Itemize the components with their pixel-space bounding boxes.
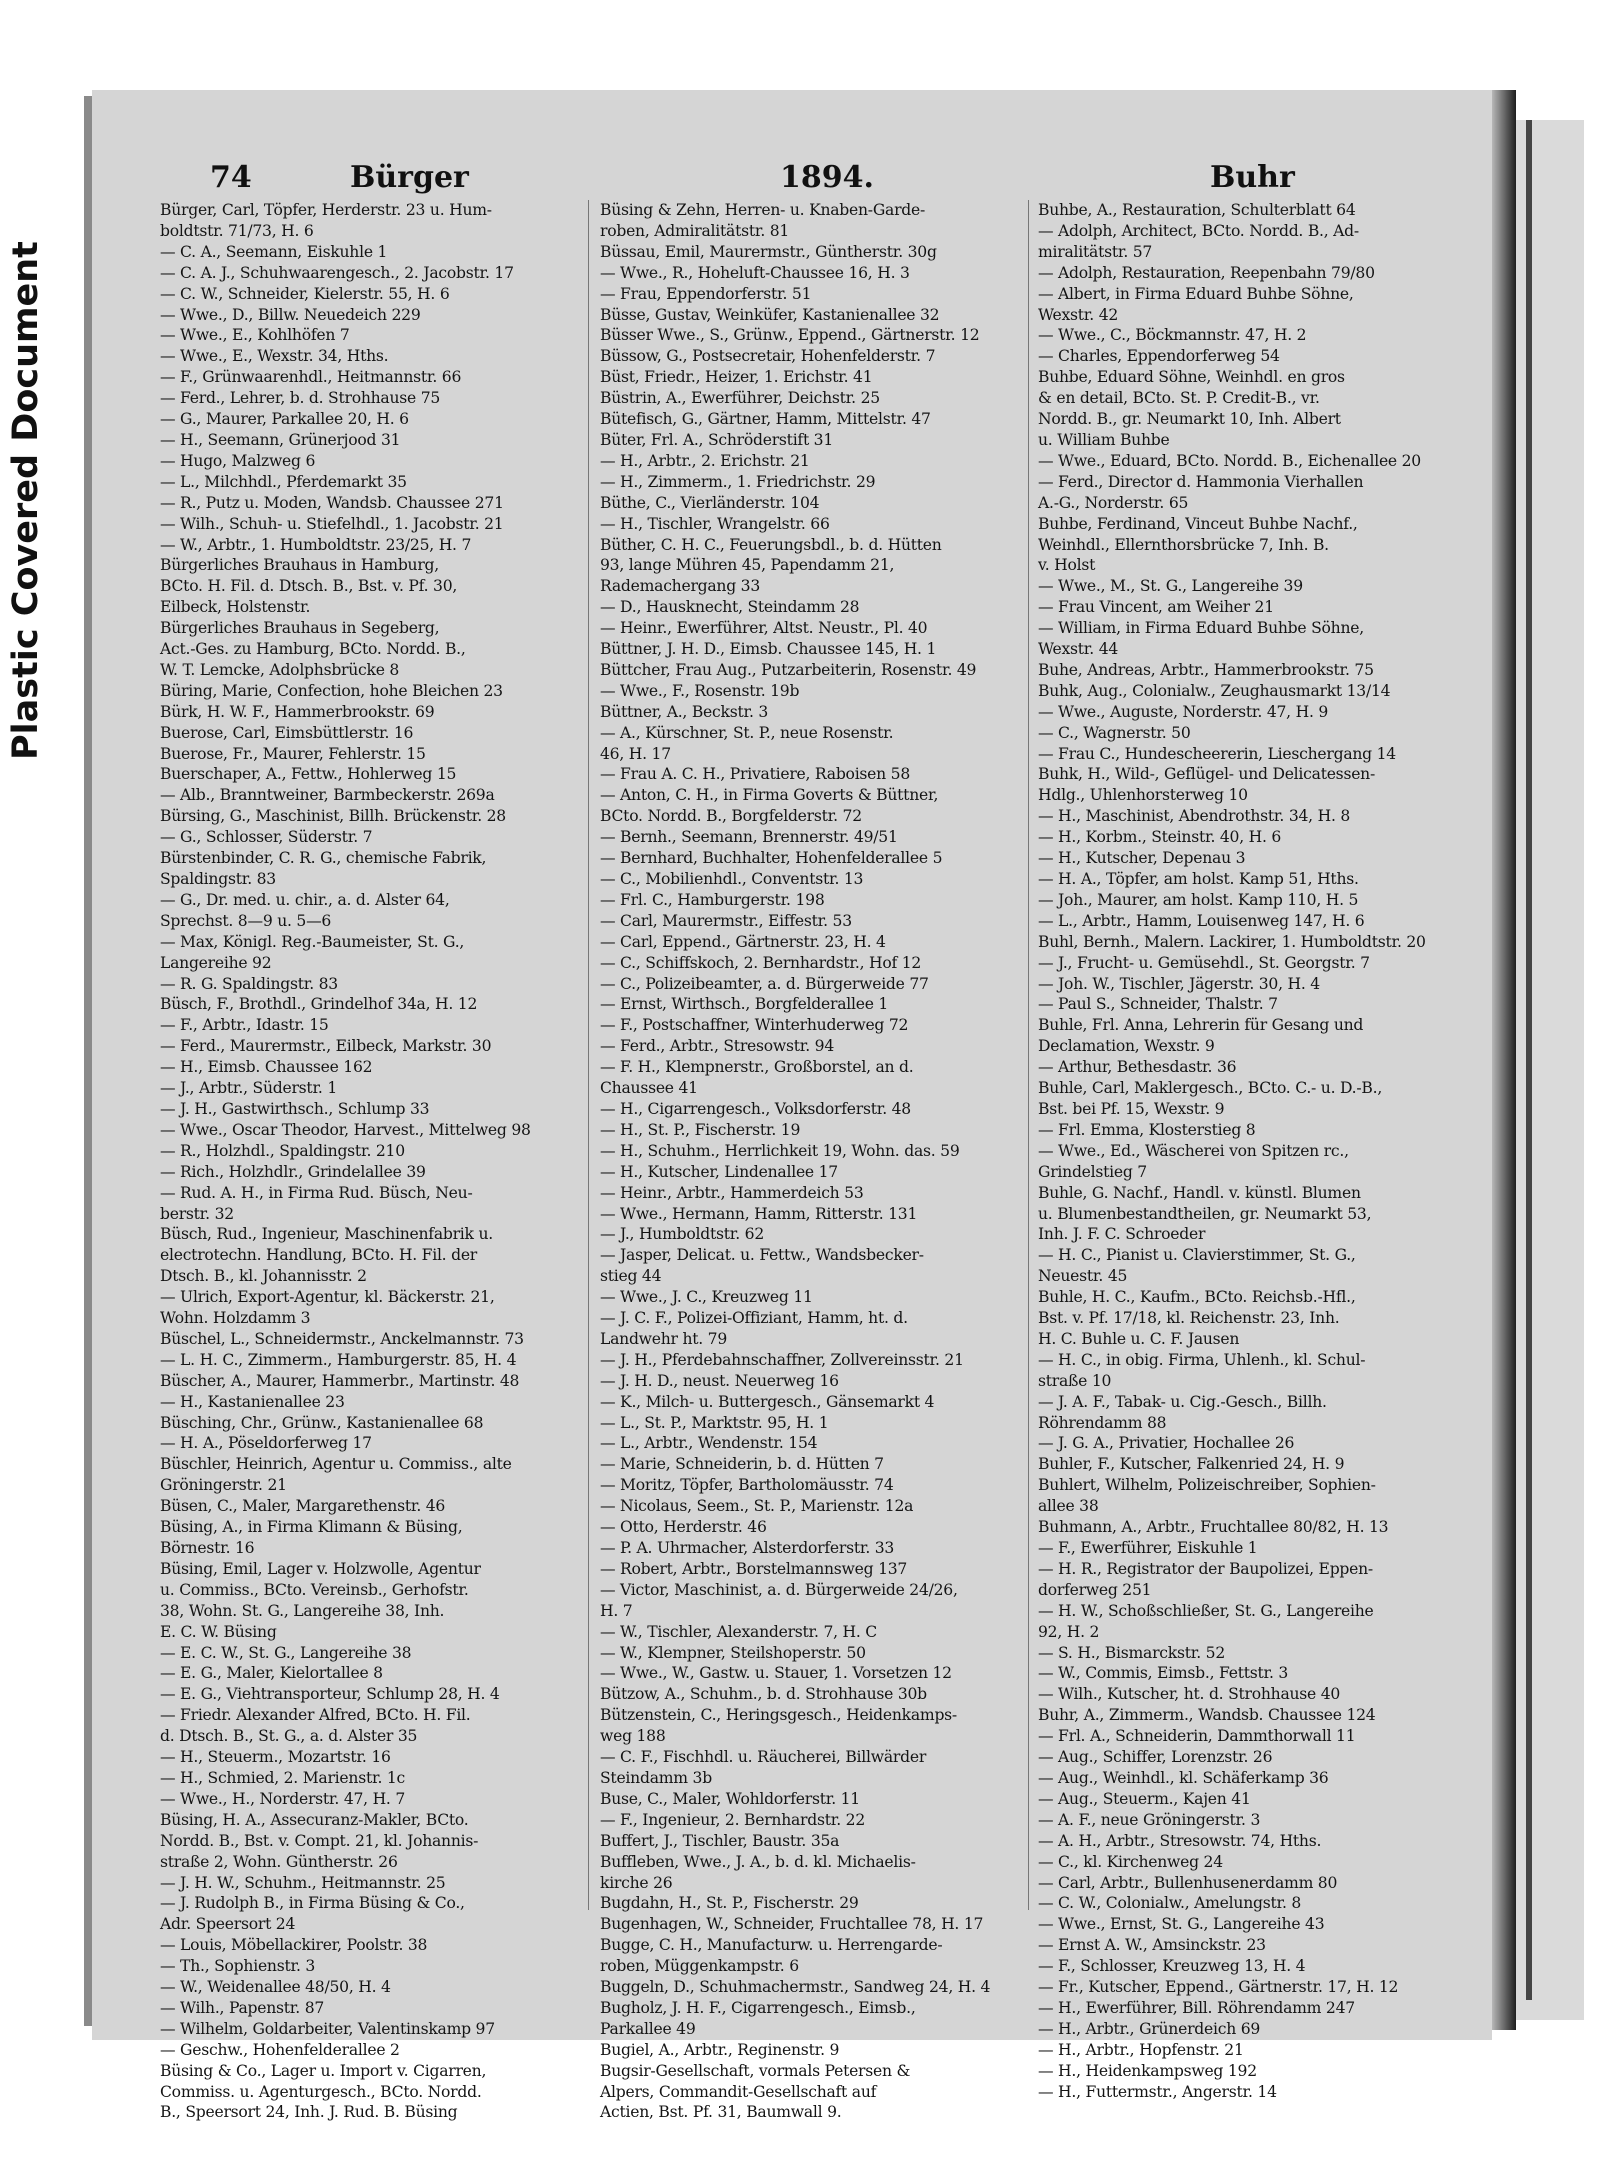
directory-entry: Büsen, C., Maler, Margarethenstr. 46: [160, 1497, 446, 1516]
directory-entry: — Geschw., Hohenfelderallee 2: [160, 2040, 400, 2059]
directory-entry: — H., St. P., Fischerstr. 19: [600, 1120, 801, 1139]
directory-entry: — J., Humboldtstr. 62: [600, 1225, 765, 1244]
directory-entry: Wexstr. 42: [1038, 305, 1119, 324]
directory-entry: Buhk, H., Wild-, Geflügel- und Delicatessen-: [1038, 765, 1375, 784]
directory-entry: — R., Putz u. Moden, Wandsb. Chaussee 271: [160, 493, 504, 512]
directory-entry: — H., Seemann, Grünerjood 31: [160, 430, 401, 449]
directory-entry: Adr. Speersort 24: [160, 1915, 296, 1934]
directory-entry: Declamation, Wexstr. 9: [1038, 1037, 1215, 1056]
directory-entry: — A., Kürschner, St. P., neue Rosenstr.: [600, 723, 894, 742]
directory-entry: — J. C. F., Polizei-Offiziant, Hamm, ht. d.: [600, 1309, 908, 1328]
running-head-year: 1894.: [780, 160, 874, 195]
directory-entry: Büssau, Emil, Maurermstr., Güntherstr. 30g: [600, 242, 937, 261]
directory-column-3: [1038, 200, 1468, 2101]
directory-entry: v. Holst: [1038, 556, 1096, 575]
directory-entry: Buffert, J., Tischler, Baustr. 35a: [600, 1831, 840, 1850]
directory-entry: Buhler, F., Kutscher, Falkenried 24, H. 9: [1038, 1455, 1345, 1474]
directory-entry: — J. H. W., Schuhm., Heitmannstr. 25: [160, 1873, 446, 1892]
directory-entry: — H., Zimmerm., 1. Friedrichstr. 29: [600, 472, 876, 491]
directory-entry: — P. A. Uhrmacher, Alsterdorferstr. 33: [600, 1539, 895, 1557]
directory-entry: — C. A., Seemann, Eiskuhle 1: [160, 242, 388, 261]
directory-entry: — Joh., Maurer, am holst. Kamp 110, H. 5: [1038, 890, 1359, 909]
directory-entry: 93, lange Mühren 45, Papendamm 21,: [600, 556, 895, 575]
directory-entry: — Frau C., Hundescheererin, Lieschergang 14: [1038, 744, 1396, 763]
directory-entry: Buhe, Andreas, Arbtr., Hammerbrookstr. 75: [1038, 660, 1374, 679]
directory-entry: Buhlert, Wilhelm, Polizeischreiber, Sophien-: [1038, 1476, 1376, 1495]
directory-entry: Grindelstieg 7: [1038, 1162, 1147, 1181]
directory-entry: allee 38: [1038, 1497, 1099, 1516]
directory-entry: Wohn. Holzdamm 3: [160, 1309, 311, 1328]
directory-entry: — Aug., Schiffer, Lorenzstr. 26: [1038, 1748, 1273, 1767]
running-head-left: Bürger: [350, 160, 469, 195]
directory-entry: — Th., Sophienstr. 3: [160, 1957, 316, 1976]
directory-entry: — Robert, Arbtr., Borstelmannsweg 137: [600, 1559, 908, 1578]
directory-entry: — Victor, Maschinist, a. d. Bürgerweide 24/26,: [600, 1580, 958, 1599]
directory-entry: — Carl, Arbtr., Bullenhusenerdamm 80: [1038, 1873, 1338, 1892]
directory-entry: Chaussee 41: [600, 1079, 698, 1098]
directory-entry: — Jasper, Delicat. u. Fettw., Wandsbecker-: [600, 1246, 924, 1265]
directory-entry: — Paul S., Schneider, Thalstr. 7: [1038, 995, 1278, 1014]
directory-entry: — W., Klempner, Steilshoperstr. 50: [600, 1643, 866, 1662]
directory-entry: Büsing, Emil, Lager v. Holzwolle, Agentur: [160, 1559, 481, 1578]
directory-entry: — Frl. Emma, Klosterstieg 8: [1038, 1120, 1256, 1139]
directory-entry: — H., Futtermstr., Angerstr. 14: [1038, 2082, 1277, 2101]
directory-entry: Buffleben, Wwe., J. A., b. d. kl. Michaelis-: [600, 1852, 916, 1871]
directory-entry: — Wwe., E., Kohlhöfen 7: [160, 326, 350, 345]
directory-entry: Büscher, A., Maurer, Hammerbr., Martinstr. 48: [160, 1371, 520, 1390]
directory-entry: — J., Frucht- u. Gemüsehdl., St. Georgstr. 7: [1038, 953, 1370, 972]
directory-entry: — H., Korbm., Steinstr. 40, H. 6: [1038, 828, 1282, 847]
directory-entry: — Otto, Herderstr. 46: [600, 1518, 767, 1537]
directory-entry: Sprechst. 8—9 u. 5—6: [160, 911, 332, 930]
directory-entry: — H., Heidenkampsweg 192: [1038, 2061, 1257, 2080]
directory-entry: — Wilh., Kutscher, ht. d. Strohhause 40: [1038, 1685, 1341, 1704]
directory-entry: — G., Schlosser, Süderstr. 7: [160, 828, 373, 847]
directory-entry: Rademachergang 33: [600, 577, 761, 596]
directory-entry: — Bernhard, Buchhalter, Hohenfelderallee 5: [600, 849, 943, 868]
directory-entry: — Wwe., Auguste, Norderstr. 47, H. 9: [1038, 702, 1329, 721]
directory-entry: Bürgerliches Brauhaus in Segeberg,: [160, 619, 440, 638]
directory-entry: Büssow, G., Postsecretair, Hohenfelderstr. 7: [600, 347, 936, 366]
directory-entry: Büsser Wwe., S., Grünw., Eppend., Gärtnerstr. 12: [600, 326, 980, 345]
directory-entry: — Wwe., E., Wexstr. 34, Hths.: [160, 347, 389, 366]
directory-entry: Spaldingstr. 83: [160, 870, 276, 888]
directory-entry: — J. H., Gastwirthsch., Schlump 33: [160, 1099, 430, 1118]
directory-entry: — W., Commis, Eimsb., Fettstr. 3: [1038, 1664, 1289, 1683]
directory-entry: — C., Schiffskoch, 2. Bernhardstr., Hof 12: [600, 953, 922, 972]
directory-entry: Landwehr ht. 79: [600, 1329, 728, 1348]
directory-entry: — Alb., Branntweiner, Barmbeckerstr. 269a: [160, 786, 495, 805]
directory-entry: — W., Weidenallee 48/50, H. 4: [160, 1978, 391, 1997]
directory-entry: — Wilh., Papenstr. 87: [160, 1998, 325, 2017]
directory-entry: Bürsing, G., Maschinist, Billh. Brückenstr. 28: [160, 807, 506, 826]
directory-entry: — Rud. A. H., in Firma Rud. Büsch, Neu-: [160, 1183, 473, 1202]
directory-entry: — H., Kastanienallee 23: [160, 1392, 345, 1411]
directory-entry: — S. H., Bismarckstr. 52: [1038, 1643, 1225, 1662]
directory-entry: Büsch, F., Brothdl., Grindelhof 34a, H. 12: [160, 995, 478, 1014]
directory-entry: — H., Arbtr., 2. Erichstr. 21: [600, 451, 810, 470]
directory-entry: — H. A., Pöseldorferweg 17: [160, 1434, 372, 1453]
directory-entry: — C., kl. Kirchenweg 24: [1038, 1852, 1223, 1871]
directory-entry: — Frau Vincent, am Weiher 21: [1038, 598, 1274, 617]
directory-entry: — Wwe., F., Rosenstr. 19b: [600, 681, 800, 700]
directory-entry: — W., Tischler, Alexanderstr. 7, H. C: [600, 1622, 877, 1641]
directory-entry: Bürger, Carl, Töpfer, Herderstr. 23 u. Hum-: [160, 201, 492, 219]
book-gutter: [1492, 90, 1516, 2030]
directory-entry: W. T. Lemcke, Adolphsbrücke 8: [160, 660, 400, 679]
page-number: 74: [210, 160, 252, 195]
directory-entry: — F., Schlosser, Kreuzweg 13, H. 4: [1038, 1957, 1306, 1976]
directory-entry: straße 10: [1038, 1371, 1112, 1390]
directory-entry: Buhbe, Ferdinand, Vinceut Buhbe Nachf.,: [1038, 514, 1358, 533]
directory-entry: Büsing & Co., Lager u. Import v. Cigarren,: [160, 2061, 487, 2080]
directory-entry: Büsch, Rud., Ingenieur, Maschinenfabrik u.: [160, 1225, 493, 1244]
directory-entry: — Ferd., Director d. Hammonia Vierhallen: [1038, 472, 1364, 491]
directory-entry: Wexstr. 44: [1038, 640, 1119, 659]
directory-entry: Gröningerstr. 21: [160, 1476, 287, 1495]
directory-entry: Alpers, Commandit-Gesellschaft auf: [600, 2082, 877, 2101]
directory-entry: — Frau A. C. H., Privatiere, Raboisen 58: [600, 765, 910, 784]
next-page-shadow: [1526, 120, 1532, 2000]
directory-entry: Buhbe, Eduard Söhne, Weinhdl. en gros: [1038, 368, 1345, 387]
directory-entry: — C. A. J., Schuhwaarengesch., 2. Jacobstr. 17: [160, 263, 514, 282]
directory-entry: — H. A., Töpfer, am holst. Kamp 51, Hths.: [1038, 870, 1359, 888]
directory-entry: — L., Milchhdl., Pferdemarkt 35: [160, 472, 407, 491]
directory-entry: — G., Dr. med. u. chir., a. d. Alster 64,: [160, 890, 450, 909]
directory-entry: — Wwe., C., Böckmannstr. 47, H. 2: [1038, 326, 1307, 345]
directory-entry: — J. Rudolph B., in Firma Büsing & Co.,: [160, 1894, 465, 1913]
directory-entry: — J. A. F., Tabak- u. Cig.-Gesch., Billh.: [1038, 1392, 1327, 1411]
directory-entry: — Anton, C. H., in Firma Goverts & Büttner,: [600, 786, 939, 805]
directory-entry: — Ferd., Lehrer, b. d. Strohhause 75: [160, 389, 441, 408]
directory-entry: — A. H., Arbtr., Stresowstr. 74, Hths.: [1038, 1831, 1322, 1850]
directory-entry: — Adolph, Architect, BCto. Nordd. B., Ad-: [1038, 221, 1359, 240]
directory-entry: Büttcher, Frau Aug., Putzarbeiterin, Rosenstr. 49: [600, 660, 977, 679]
directory-entry: Nordd. B., gr. Neumarkt 10, Inh. Albert: [1038, 410, 1341, 429]
directory-entry: — Arthur, Bethesdastr. 36: [1038, 1058, 1237, 1077]
directory-entry: — Adolph, Restauration, Reepenbahn 79/80: [1038, 263, 1375, 282]
directory-entry: Bütefisch, G., Gärtner, Hamm, Mittelstr. 47: [600, 410, 931, 429]
directory-entry: — Ulrich, Export-Agentur, kl. Bäckerstr. 21,: [160, 1288, 495, 1307]
directory-entry: berstr. 32: [160, 1204, 234, 1223]
directory-entry: Buhmann, A., Arbtr., Fruchtallee 80/82, H. 13: [1038, 1518, 1389, 1537]
directory-entry: Bugsir-Gesellschaft, vormals Petersen &: [600, 2061, 911, 2080]
directory-entry: — H., Maschinist, Abendrothstr. 34, H. 8: [1038, 807, 1351, 826]
directory-entry: Bst. v. Pf. 17/18, kl. Reichenstr. 23, Inh.: [1038, 1309, 1340, 1328]
directory-entry: stieg 44: [600, 1267, 662, 1286]
directory-entry: Buse, C., Maler, Wohldorferstr. 11: [600, 1789, 860, 1808]
directory-entry: BCto. H. Fil. d. Dtsch. B., Bst. v. Pf. 30,: [160, 577, 458, 596]
directory-entry: — J. H. D., neust. Neuerweg 16: [600, 1371, 839, 1390]
directory-entry: — Carl, Maurermstr., Eiffestr. 53: [600, 911, 852, 930]
directory-entry: — H., Eimsb. Chaussee 162: [160, 1058, 373, 1077]
directory-entry: — Bernh., Seemann, Brennerstr. 49/51: [600, 828, 898, 847]
directory-entry: — Wwe., Hermann, Hamm, Ritterstr. 131: [600, 1204, 918, 1223]
directory-entry: — Rich., Holzhdlr., Grindelallee 39: [160, 1162, 426, 1181]
directory-entry: — C., Wagnerstr. 50: [1038, 723, 1191, 742]
directory-entry: Büsing, A., in Firma Klimann & Büsing,: [160, 1518, 463, 1537]
directory-entry: Inh. J. F. C. Schroeder: [1038, 1225, 1206, 1244]
column-rule: [588, 200, 589, 1910]
directory-entry: — Heinr., Ewerführer, Altst. Neustr., Pl. 40: [600, 619, 928, 638]
directory-entry: Eilbeck, Holstenstr.: [160, 598, 311, 617]
directory-entry: — E. C. W., St. G., Langereihe 38: [160, 1643, 412, 1662]
directory-entry: Bützenstein, C., Heringsgesch., Heidenkamps-: [600, 1706, 957, 1725]
directory-entry: Bürk, H. W. F., Hammerbrookstr. 69: [160, 702, 435, 721]
directory-entry: — Fr., Kutscher, Eppend., Gärtnerstr. 17, H. 12: [1038, 1978, 1399, 1997]
directory-entry: Bugenhagen, W., Schneider, Fruchtallee 78, H. 17: [600, 1915, 984, 1934]
directory-entry: Buerschaper, A., Fettw., Hohlerweg 15: [160, 765, 457, 784]
directory-entry: — Ernst, Wirthsch., Borgfelderallee 1: [600, 995, 889, 1014]
directory-entry: H. 7: [600, 1601, 633, 1620]
directory-entry: — Albert, in Firma Eduard Buhbe Söhne,: [1038, 284, 1354, 303]
directory-entry: roben, Admiralitätstr. 81: [600, 221, 790, 240]
directory-entry: Commiss. u. Agenturgesch., BCto. Nordd.: [160, 2082, 482, 2101]
directory-entry: H. C. Buhle u. C. F. Jausen: [1038, 1329, 1240, 1348]
directory-entry: — H., Kutscher, Lindenallee 17: [600, 1162, 838, 1181]
directory-entry: Weinhdl., Ellernthorsbrücke 7, Inh. B.: [1038, 535, 1329, 554]
directory-entry: Langereihe 92: [160, 953, 272, 972]
directory-entry: Büthe, C., Vierländerstr. 104: [600, 493, 820, 512]
directory-entry: Büttner, A., Beckstr. 3: [600, 702, 769, 721]
directory-entry: — Ferd., Maurermstr., Eilbeck, Markstr. 30: [160, 1037, 492, 1056]
directory-entry: Dtsch. B., kl. Johannisstr. 2: [160, 1267, 367, 1286]
directory-entry: — Max, Königl. Reg.-Baumeister, St. G.,: [160, 932, 465, 951]
directory-entry: Hdlg., Uhlenhorsterweg 10: [1038, 786, 1248, 805]
directory-entry: — H., Arbtr., Hopfenstr. 21: [1038, 2040, 1244, 2059]
directory-entry: 92, H. 2: [1038, 1622, 1100, 1641]
directory-entry: — Charles, Eppendorferweg 54: [1038, 347, 1280, 366]
directory-entry: Büring, Marie, Confection, hohe Bleichen 23: [160, 681, 503, 700]
directory-entry: — Wilh., Schuh- u. Stiefelhdl., 1. Jacobstr. 21: [160, 514, 504, 533]
directory-entry: Buhle, G. Nachf., Handl. v. künstl. Blumen: [1038, 1183, 1361, 1202]
directory-entry: — E. G., Viehtransporteur, Schlump 28, H. 4: [160, 1685, 500, 1704]
directory-entry: boldtstr. 71/73, H. 6: [160, 221, 314, 240]
directory-entry: Buhbe, A., Restauration, Schulterblatt 64: [1038, 201, 1356, 219]
directory-entry: kirche 26: [600, 1873, 673, 1892]
directory-entry: Bugdahn, H., St. P., Fischerstr. 29: [600, 1894, 859, 1913]
directory-entry: Büst, Friedr., Heizer, 1. Erichstr. 41: [600, 368, 873, 387]
directory-entry: Büther, C. H. C., Feuerungsbdl., b. d. Hütten: [600, 535, 942, 554]
directory-entry: Börnestr. 16: [160, 1539, 255, 1557]
directory-entry: d. Dtsch. B., St. G., a. d. Alster 35: [160, 1727, 418, 1746]
directory-entry: Büter, Frl. A., Schröderstift 31: [600, 430, 834, 449]
directory-entry: — H., Schuhm., Herrlichkeit 19, Wohn. das. 59: [600, 1141, 960, 1160]
directory-entry: — Moritz, Töpfer, Bartholomäusstr. 74: [600, 1476, 894, 1495]
directory-entry: — H., Kutscher, Depenau 3: [1038, 849, 1246, 868]
directory-entry: — Aug., Weinhdl., kl. Schäferkamp 36: [1038, 1768, 1329, 1787]
directory-entry: Buhk, Aug., Colonialw., Zeughausmarkt 13/14: [1038, 681, 1391, 700]
directory-entry: — C. F., Fischhdl. u. Räucherei, Billwärder: [600, 1748, 927, 1767]
directory-entry: Bugholz, J. H. F., Cigarrengesch., Eimsb.,: [600, 1998, 916, 2017]
directory-entry: — A. F., neue Gröningerstr. 3: [1038, 1810, 1261, 1829]
directory-entry: Büttner, J. H. D., Eimsb. Chaussee 145, H. 1: [600, 640, 937, 659]
directory-entry: — Heinr., Arbtr., Hammerdeich 53: [600, 1183, 864, 1202]
directory-entry: weg 188: [600, 1727, 666, 1746]
directory-entry: — H. C., Pianist u. Clavierstimmer, St. G.,: [1038, 1246, 1356, 1265]
directory-entry: — W., Arbtr., 1. Humboldtstr. 23/25, H. 7: [160, 535, 472, 554]
directory-entry: — Joh. W., Tischler, Jägerstr. 30, H. 4: [1038, 974, 1320, 993]
directory-entry: — William, in Firma Eduard Buhbe Söhne,: [1038, 619, 1364, 638]
directory-entry: — Wwe., Oscar Theodor, Harvest., Mittelweg 98: [160, 1120, 531, 1139]
directory-entry: Buerose, Fr., Maurer, Fehlerstr. 15: [160, 744, 426, 763]
directory-entry: — Aug., Steuerm., Kajen 41: [1038, 1789, 1251, 1808]
directory-entry: Buggeln, D., Schuhmachermstr., Sandweg 24, H. 4: [600, 1978, 991, 1997]
directory-entry: — Wwe., H., Norderstr. 47, H. 7: [160, 1789, 406, 1808]
directory-entry: — G., Maurer, Parkallee 20, H. 6: [160, 410, 409, 429]
directory-entry: Büsse, Gustav, Weinküfer, Kastanienallee 32: [600, 305, 940, 324]
directory-entry: Buhle, H. C., Kaufm., BCto. Reichsb.-Hfl.,: [1038, 1288, 1356, 1307]
directory-entry: — H., Schmied, 2. Marienstr. 1c: [160, 1768, 406, 1787]
directory-entry: u. William Buhbe: [1038, 430, 1170, 449]
directory-entry: Bützow, A., Schuhm., b. d. Strohhause 30b: [600, 1685, 927, 1704]
directory-entry: — Carl, Eppend., Gärtnerstr. 23, H. 4: [600, 932, 886, 951]
directory-entry: — Wwe., Ernst, St. G., Langereihe 43: [1038, 1915, 1325, 1934]
directory-entry: — C., Mobilienhdl., Conventstr. 13: [600, 870, 864, 888]
directory-entry: straße 2, Wohn. Güntherstr. 26: [160, 1852, 398, 1871]
side-tab: Plastic Covered Document: [0, 0, 62, 2177]
directory-entry: Büschel, L., Schneidermstr., Anckelmannstr. 73: [160, 1329, 524, 1348]
directory-entry: Bst. bei Pf. 15, Wexstr. 9: [1038, 1099, 1225, 1118]
directory-entry: — H., Cigarrengesch., Volksdorferstr. 48: [600, 1099, 911, 1118]
directory-entry: — F., Postschaffner, Winterhuderweg 72: [600, 1016, 909, 1035]
directory-entry: electrotechn. Handlung, BCto. H. Fil. der: [160, 1246, 478, 1265]
directory-entry: B., Speersort 24, Inh. J. Rud. B. Büsing: [160, 2103, 458, 2122]
directory-entry: — Friedr. Alexander Alfred, BCto. H. Fil.: [160, 1706, 471, 1725]
directory-entry: — C. W., Schneider, Kielerstr. 55, H. 6: [160, 284, 450, 303]
directory-entry: — Wilhelm, Goldarbeiter, Valentinskamp 97: [160, 2019, 495, 2038]
directory-entry: A.-G., Norderstr. 65: [1038, 493, 1189, 512]
directory-entry: — Hugo, Malzweg 6: [160, 451, 316, 470]
directory-entry: Büschler, Heinrich, Agentur u. Commiss., alte: [160, 1455, 512, 1474]
directory-entry: — D., Hausknecht, Steindamm 28: [600, 598, 860, 617]
directory-entry: — H., Arbtr., Grünerdeich 69: [1038, 2019, 1261, 2038]
running-head-right: Buhr: [1210, 160, 1295, 195]
directory-entry: — J. H., Pferdebahnschaffner, Zollvereinsstr. 21: [600, 1350, 964, 1369]
directory-entry: Actien, Bst. Pf. 31, Baumwall 9.: [600, 2103, 842, 2122]
directory-entry: Buhr, A., Zimmerm., Wandsb. Chaussee 124: [1038, 1706, 1376, 1725]
directory-entry: — H., Ewerführer, Bill. Röhrendamm 247: [1038, 1998, 1355, 2017]
directory-entry: — L., St. P., Marktstr. 95, H. 1: [600, 1413, 829, 1432]
directory-entry: Steindamm 3b: [600, 1768, 712, 1787]
directory-entry: — Frl. C., Hamburgerstr. 198: [600, 890, 825, 909]
directory-entry: Nordd. B., Bst. v. Compt. 21, kl. Johannis-: [160, 1831, 479, 1850]
directory-entry: Buhle, Carl, Maklergesch., BCto. C.- u. D.-B.,: [1038, 1079, 1383, 1098]
directory-entry: — H. R., Registrator der Baupolizei, Eppen-: [1038, 1559, 1373, 1578]
directory-entry: — E. G., Maler, Kielortallee 8: [160, 1664, 383, 1683]
directory-entry: Röhrendamm 88: [1038, 1413, 1167, 1432]
column-rule: [1028, 200, 1029, 1910]
directory-entry: 38, Wohn. St. G., Langereihe 38, Inh.: [160, 1601, 445, 1620]
directory-entry: Büsing & Zehn, Herren- u. Knaben-Garde-: [600, 201, 926, 219]
directory-entry: — H. C., in obig. Firma, Uhlenh., kl. Schul-: [1038, 1350, 1366, 1369]
directory-entry: — Nicolaus, Seem., St. P., Marienstr. 12a: [600, 1497, 914, 1516]
directory-entry: — Ernst A. W., Amsinckstr. 23: [1038, 1936, 1266, 1955]
directory-entry: — H. W., Schoßschließer, St. G., Langereihe: [1038, 1601, 1374, 1620]
directory-entry: — Ferd., Arbtr., Stresowstr. 94: [600, 1037, 835, 1056]
directory-entry: Buerose, Carl, Eimsbüttlerstr. 16: [160, 723, 414, 742]
directory-entry: miralitätstr. 57: [1038, 242, 1153, 261]
directory-column-2: [600, 200, 1015, 2122]
directory-entry: — K., Milch- u. Buttergesch., Gänsemarkt 4: [600, 1392, 935, 1411]
directory-entry: — F., Ewerführer, Eiskuhle 1: [1038, 1539, 1258, 1557]
directory-entry: — H., Steuerm., Mozartstr. 16: [160, 1748, 391, 1767]
directory-entry: — L. H. C., Zimmerm., Hamburgerstr. 85, H. 4: [160, 1350, 517, 1369]
directory-entry: Bugiel, A., Arbtr., Reginenstr. 9: [600, 2040, 840, 2059]
directory-entry: — C., Polizeibeamter, a. d. Bürgerweide 77: [600, 974, 929, 993]
directory-entry: — L., Arbtr., Wendenstr. 154: [600, 1434, 818, 1453]
directory-entry: — R. G. Spaldingstr. 83: [160, 974, 338, 993]
directory-entry: BCto. Nordd. B., Borgfelderstr. 72: [600, 807, 862, 826]
directory-entry: — Wwe., Ed., Wäscherei von Spitzen rc.,: [1038, 1141, 1349, 1160]
directory-entry: Neuestr. 45: [1038, 1267, 1128, 1286]
directory-entry: u. Blumenbestandtheilen, gr. Neumarkt 53,: [1038, 1204, 1372, 1223]
directory-entry: — Frl. A., Schneiderin, Dammthorwall 11: [1038, 1727, 1356, 1746]
directory-entry: — Louis, Möbellackirer, Poolstr. 38: [160, 1936, 428, 1955]
directory-entry: — H., Tischler, Wrangelstr. 66: [600, 514, 830, 533]
directory-column-1: [160, 200, 575, 2122]
directory-entry: E. C. W. Büsing: [160, 1622, 277, 1641]
directory-entry: dorferweg 251: [1038, 1580, 1152, 1599]
directory-entry: Büstrin, A., Ewerführer, Deichstr. 25: [600, 389, 880, 408]
directory-entry: & en detail, BCto. St. P. Credit-B., vr.: [1038, 389, 1320, 408]
directory-entry: Bürstenbinder, C. R. G., chemische Fabrik,: [160, 849, 487, 868]
directory-entry: — F., Arbtr., Idastr. 15: [160, 1016, 329, 1035]
directory-entry: — Marie, Schneiderin, b. d. Hütten 7: [600, 1455, 884, 1474]
directory-entry: — J., Arbtr., Süderstr. 1: [160, 1079, 338, 1098]
directory-entry: — Wwe., M., St. G., Langereihe 39: [1038, 577, 1303, 596]
directory-entry: — Wwe., Eduard, BCto. Nordd. B., Eichenallee 20: [1038, 451, 1421, 470]
directory-entry: — Wwe., R., Hoheluft-Chaussee 16, H. 3: [600, 263, 910, 282]
directory-entry: Bugge, C. H., Manufacturw. u. Herrengarde-: [600, 1936, 943, 1955]
directory-entry: — C. W., Colonialw., Amelungstr. 8: [1038, 1894, 1302, 1913]
directory-entry: Act.-Ges. zu Hamburg, BCto. Nordd. B.,: [160, 640, 466, 659]
directory-entry: Buhle, Frl. Anna, Lehrerin für Gesang und: [1038, 1016, 1364, 1035]
directory-entry: — Wwe., D., Billw. Neuedeich 229: [160, 305, 421, 324]
directory-entry: Buhl, Bernh., Malern. Lackirer, 1. Humboldtstr. 20: [1038, 932, 1426, 951]
directory-entry: — L., Arbtr., Hamm, Louisenweg 147, H. 6: [1038, 911, 1365, 930]
directory-entry: — F., Ingenieur, 2. Bernhardstr. 22: [600, 1810, 865, 1829]
directory-entry: 46, H. 17: [600, 744, 671, 763]
directory-entry: — F. H., Klempnerstr., Großborstel, an d.: [600, 1058, 914, 1077]
directory-entry: — F., Grünwaarenhdl., Heitmannstr. 66: [160, 368, 462, 387]
directory-entry: roben, Müggenkampstr. 6: [600, 1957, 799, 1976]
directory-entry: — J. G. A., Privatier, Hochallee 26: [1038, 1434, 1295, 1453]
directory-entry: Bürgerliches Brauhaus in Hamburg,: [160, 556, 439, 575]
directory-entry: Büsching, Chr., Grünw., Kastanienallee 68: [160, 1413, 484, 1432]
directory-entry: — Wwe., W., Gastw. u. Stauer, 1. Vorsetzen 12: [600, 1664, 952, 1683]
directory-entry: Parkallee 49: [600, 2019, 696, 2038]
directory-entry: — Wwe., J. C., Kreuzweg 11: [600, 1288, 813, 1307]
directory-entry: Büsing, H. A., Assecuranz-Makler, BCto.: [160, 1810, 469, 1829]
directory-entry: — Frau, Eppendorferstr. 51: [600, 284, 812, 303]
directory-entry: — R., Holzhdl., Spaldingstr. 210: [160, 1141, 405, 1160]
directory-entry: u. Commiss., BCto. Vereinsb., Gerhofstr.: [160, 1580, 469, 1599]
